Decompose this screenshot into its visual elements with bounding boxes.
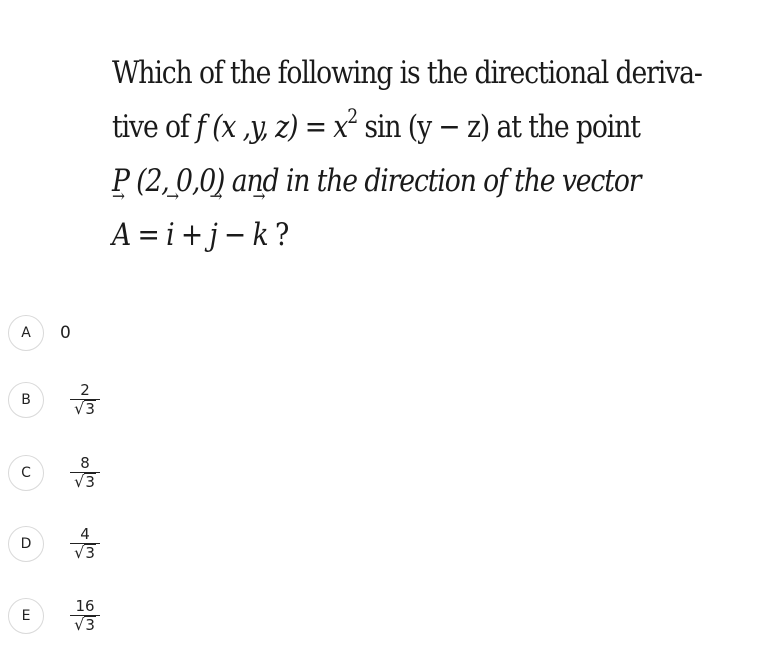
fraction[interactable] (70, 453, 100, 491)
question-text-fragment: tive of (112, 109, 197, 145)
denominator (74, 616, 96, 634)
plus-sign: + (173, 217, 210, 253)
option-letter-badge[interactable]: D (8, 526, 44, 562)
option-letter-badge[interactable]: C (8, 455, 44, 491)
numerator: 16 (70, 599, 100, 616)
fraction[interactable] (70, 524, 100, 562)
unit-vector-j: → j (209, 208, 216, 262)
answer-option-b[interactable] (8, 380, 100, 420)
sqrt-icon: √ (74, 398, 85, 418)
radicand: 3 (85, 472, 95, 491)
equals-sign: = (130, 217, 167, 253)
answer-option-d[interactable] (8, 524, 100, 564)
answer-option-a[interactable] (8, 313, 71, 353)
unit-vector-i: → i (166, 208, 173, 262)
question-line-1: Which of the following is the directional deriva- (112, 55, 702, 91)
question-text (112, 46, 702, 262)
numerator: 2 (70, 383, 100, 400)
option-letter-badge[interactable]: B (8, 382, 44, 418)
minus-sign: − (216, 217, 253, 253)
point-expression: P (2, 0,0) and in the direction of the vector (112, 163, 641, 199)
fraction[interactable] (70, 596, 100, 634)
question-line-4 (112, 208, 559, 262)
option-letter-badge[interactable]: A (8, 315, 44, 351)
radicand: 3 (85, 615, 95, 634)
sqrt-icon: √ (74, 614, 85, 634)
sine-expression: sin (y − z) (357, 109, 490, 145)
answer-option-c[interactable] (8, 453, 100, 493)
denominator (74, 544, 96, 562)
question-mark: ? (267, 217, 289, 253)
question-line-2 (112, 100, 640, 154)
unit-vector-k: → k (253, 208, 268, 262)
radicand: 3 (85, 543, 95, 562)
denominator (74, 400, 96, 418)
fraction[interactable] (70, 380, 100, 418)
question-text-fragment: at the point (489, 109, 640, 145)
vector-a: → A (112, 208, 130, 262)
radicand: 3 (85, 399, 95, 418)
sqrt-icon: √ (74, 542, 85, 562)
exponent: 2 (347, 104, 358, 128)
function-expression: f (x ,y, z) = x (196, 109, 348, 145)
sqrt-icon: √ (74, 471, 85, 491)
denominator (74, 473, 96, 491)
answer-option-e[interactable] (8, 596, 100, 636)
option-letter-badge[interactable]: E (8, 598, 44, 634)
numerator: 4 (70, 527, 100, 544)
question-line-3 (112, 154, 641, 208)
option-text[interactable]: 0 (60, 323, 71, 343)
numerator: 8 (70, 456, 100, 473)
